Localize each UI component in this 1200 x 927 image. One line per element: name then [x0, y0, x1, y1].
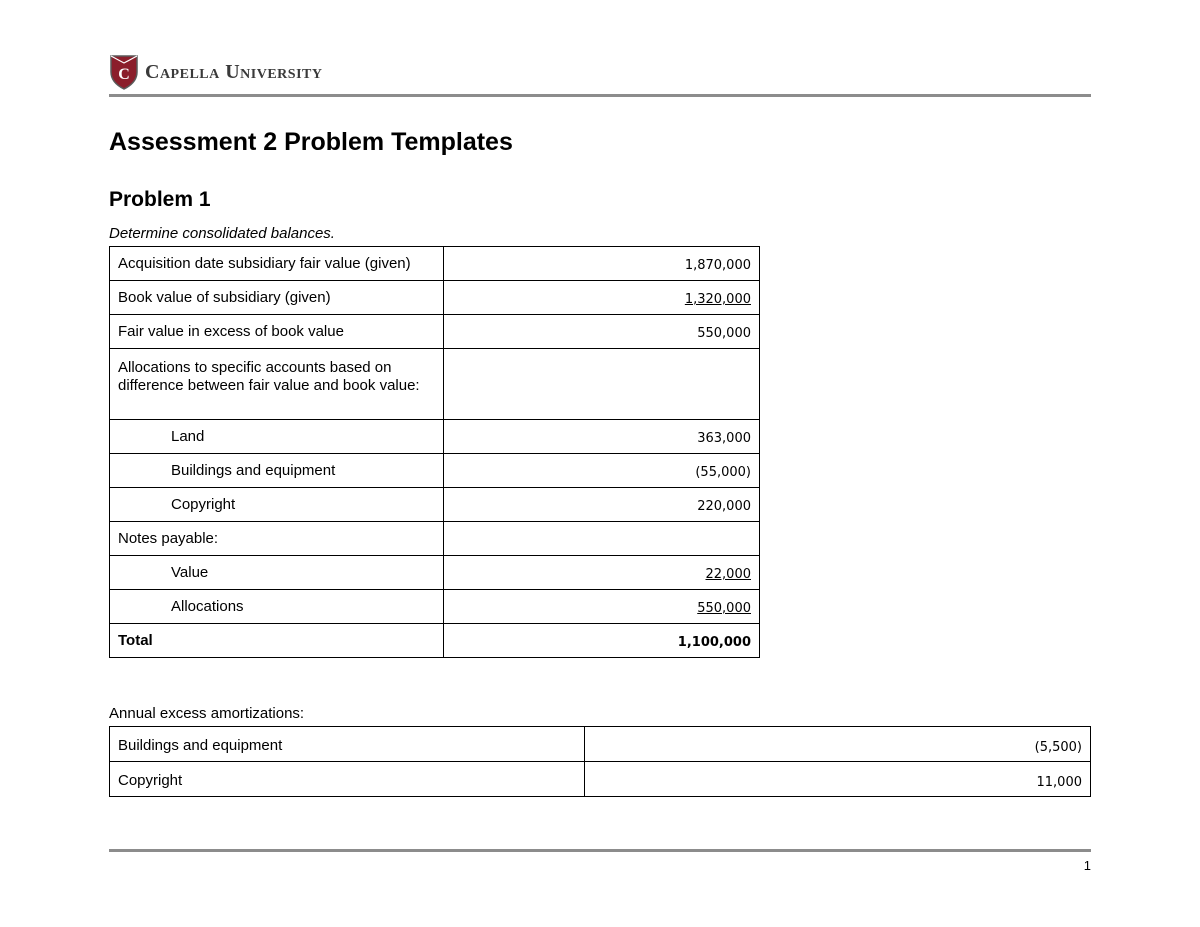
svg-text:C: C — [118, 66, 130, 83]
amortization-table — [109, 726, 1091, 797]
row-label: Copyright — [110, 488, 444, 522]
row-value: 550,000 — [444, 590, 760, 624]
total-label: Total — [110, 624, 444, 658]
document-title: Assessment 2 Problem Templates — [109, 128, 513, 156]
table-row — [110, 420, 760, 454]
table-row — [110, 522, 760, 556]
row-label: Fair value in excess of book value — [110, 315, 444, 349]
row-value — [444, 349, 760, 420]
table-row — [110, 281, 760, 315]
row-value: 22,000 — [444, 556, 760, 590]
table-row — [110, 762, 1091, 797]
row-value: 1,320,000 — [444, 281, 760, 315]
instruction-text: Determine consolidated balances. — [109, 225, 335, 242]
row-label: Notes payable: — [110, 522, 444, 556]
row-value: (5,500) — [585, 727, 1091, 762]
table-row — [110, 315, 760, 349]
header — [109, 54, 322, 90]
total-row — [110, 624, 760, 658]
header-divider — [109, 94, 1091, 97]
amortization-label: Annual excess amortizations: — [109, 705, 305, 722]
row-label: Allocations to specific accounts based on difference between fair value and book value: — [110, 349, 444, 420]
page-number: 1 — [1083, 858, 1091, 873]
row-label: Allocations — [110, 590, 444, 624]
row-label: Buildings and equipment — [110, 727, 585, 762]
row-value: 220,000 — [444, 488, 760, 522]
row-label: Land — [110, 420, 444, 454]
row-value: 550,000 — [444, 315, 760, 349]
table-row — [110, 556, 760, 590]
row-label: Copyright — [110, 762, 585, 797]
table-row — [110, 454, 760, 488]
problem-title: Problem 1 — [109, 188, 211, 211]
university-name: Capella University — [145, 60, 323, 83]
row-label: Book value of subsidiary (given) — [110, 281, 444, 315]
row-value: 363,000 — [444, 420, 760, 454]
row-value: 1,870,000 — [444, 247, 760, 281]
row-value — [444, 522, 760, 556]
row-label: Acquisition date subsidiary fair value (given) — [110, 247, 444, 281]
row-label: Buildings and equipment — [110, 454, 444, 488]
table-row — [110, 590, 760, 624]
table-row — [110, 488, 760, 522]
table-row — [110, 727, 1091, 762]
row-value: (55,000) — [444, 454, 760, 488]
capella-shield-logo-icon — [109, 54, 139, 90]
row-value: 11,000 — [585, 762, 1091, 797]
row-label: Value — [110, 556, 444, 590]
consolidated-balances-table — [109, 246, 760, 658]
total-value: 1,100,000 — [444, 624, 760, 658]
footer-divider — [109, 849, 1091, 852]
table-row — [110, 247, 760, 281]
table-row — [110, 349, 760, 420]
